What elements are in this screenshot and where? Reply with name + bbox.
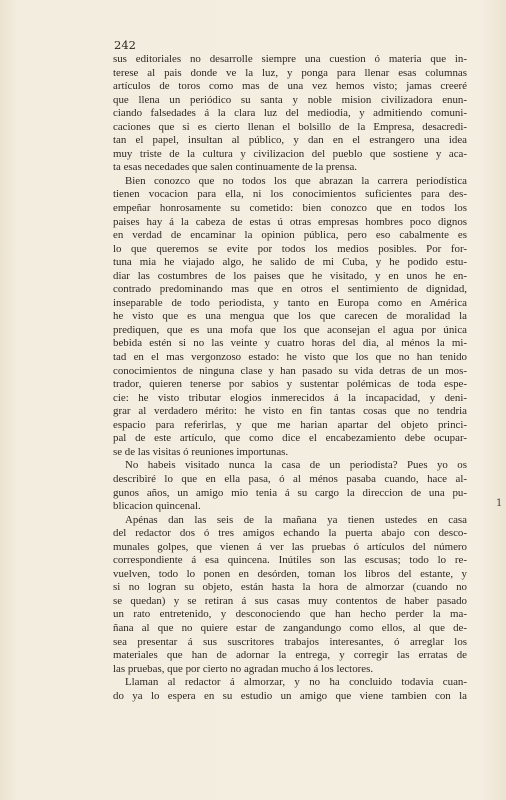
text-line: se quedan) y se retiran á sus casas muy contentos de haber pasado bbox=[113, 594, 467, 607]
text-line: ta esas necedades que salen continuamente de la prensa. bbox=[113, 161, 358, 174]
text-line: do ya lo espera en su estudio un amigo que viene tambien con la bbox=[113, 689, 467, 702]
text-line: describiré lo que en ella pasa, ó al ménos pasaba cuando, hace al- bbox=[113, 472, 467, 485]
text-line: No habeis visitado nunca la casa de un periodista? Pues yo os bbox=[125, 459, 467, 472]
text-line: cie: he visto tributar elogios inmerecidos á la incapacidad, y deni- bbox=[113, 391, 467, 404]
text-line: empeñar honrosamente su cometido: bien conozco que en todos los bbox=[113, 202, 467, 215]
text-line: tienen vocacion para ella, ni los conocimientos suficientes para des- bbox=[113, 188, 467, 201]
text-line: diar las costumbres de los paises que he visitado, y en unos he en- bbox=[113, 269, 467, 282]
text-line: bebida estén si no las veinte y cuatro horas del dia, al ménos la mi- bbox=[113, 337, 467, 350]
text-line: paises hay á la cabeza de estas ú otras empresas hombres poco dignos bbox=[113, 215, 467, 228]
text-line: blicacion quincenal. bbox=[113, 500, 201, 513]
text-line: munales golpes, que vienen á ver las pruebas ó artículos del número bbox=[113, 540, 467, 553]
text-line: conocimientos de ninguna clase y han pasado su vida detras de un mos- bbox=[113, 364, 467, 377]
text-line: grar al verdadero mérito: he visto en fin tantas cosas que no tendria bbox=[113, 405, 467, 418]
text-line: un rato entretenido, y desconociendo que han hecho perder la ma- bbox=[113, 608, 467, 621]
text-line: he visto que es una mengua que los que carecen de moralidad la bbox=[113, 310, 467, 323]
text-line: ñana al que no quiere estar de zangandungo como ellos, al que de- bbox=[113, 621, 467, 634]
text-line: se de las visitas ó reuniones importunas. bbox=[113, 445, 289, 458]
text-line: correspondiente á esa quincena. Inútiles son las escusas; todo lo re- bbox=[113, 554, 467, 567]
text-line: muy triste de la cultura y civilizacion del pueblo que sostiene y aca- bbox=[113, 147, 467, 160]
text-line: tad en el mas vergonzoso estado: he visto que los que no han tenido bbox=[113, 351, 467, 364]
text-line: si no logran su objeto, están hasta la hora de almorzar (cuando no bbox=[113, 581, 467, 594]
text-line: caciones que si es cierto llenan el bolsillo de la Empresa, desacredi- bbox=[113, 120, 467, 133]
text-line: sea presentar á sus suscritores trabajos interesantes, ó arreglar los bbox=[113, 635, 467, 648]
edge-mark: 1 bbox=[496, 498, 503, 509]
text-line: materiales que han de adornar la entrega, y corregir las erratas de bbox=[113, 649, 467, 662]
text-line: contrado predominando mas que en otros el sentimiento de dignidad, bbox=[113, 283, 467, 296]
text-line: ciando falsedades á la clara luz del mediodia, y admitiendo comuni- bbox=[113, 107, 467, 120]
text-line: inseparable de todo periodista, y tanto en Europa como en América bbox=[113, 296, 467, 309]
text-line: tan el papel, insultan al público, y dan en el estrangero una idea bbox=[113, 134, 467, 147]
text-line: sus editoriales no desarrolle siempre una cuestion ó materia que in- bbox=[113, 53, 467, 65]
text-line: Apénas dan las seis de la mañana ya tienen ustedes en casa bbox=[125, 513, 467, 526]
text-line: en verdad de encaminar la opinion pública, pero eso cabalmente es bbox=[113, 229, 467, 242]
text-line: que llena un periódico su santa y noble mision civilizadora enun- bbox=[113, 93, 467, 106]
text-line: lo que queremos se evite por todos los medios posibles. Por for- bbox=[113, 242, 467, 255]
text-line: terese al pais donde ve la luz, y ponga para llenar esas columnas bbox=[113, 66, 467, 79]
text-line: las pruebas, que por cierto no agradan mucho á los lectores. bbox=[113, 662, 374, 675]
text-line: Llaman al redactor á almorzar, y no ha concluido todavia cuan- bbox=[125, 676, 467, 689]
text-line: prediquen, que es una mofa que los que aconsejan el agua por única bbox=[113, 323, 467, 336]
text-line: Bien conozco que no todos los que abrazan la carrera periodística bbox=[125, 174, 467, 187]
text-line: pal de este artículo, que como dice el encabezamiento debe ocupar- bbox=[113, 432, 467, 445]
text-line: gunos años, un amigo mio tenia á su cargo la direccion de una pu- bbox=[113, 486, 467, 499]
text-line: artículos de toros como mas de una vez hemos visto; jamas creeré bbox=[113, 80, 467, 93]
text-line: trador, quieren tenerse por sabios y sustentar polémicas de toda espe- bbox=[113, 378, 467, 391]
page-number: 242 bbox=[114, 38, 136, 52]
text-line: tuna mia he viajado algo, he salido de mi Cuba, y he podido estu- bbox=[113, 256, 467, 269]
text-line: vuelven, todo lo ponen en desórden, toman los libros del estante, y bbox=[113, 567, 467, 580]
body-text bbox=[113, 53, 467, 703]
text-line: espacio para referirlas, y que me harian apartar del objeto princi- bbox=[113, 418, 467, 431]
text-line: del redactor dos ó tres amigos echando la puerta abajo con desco- bbox=[113, 527, 467, 540]
